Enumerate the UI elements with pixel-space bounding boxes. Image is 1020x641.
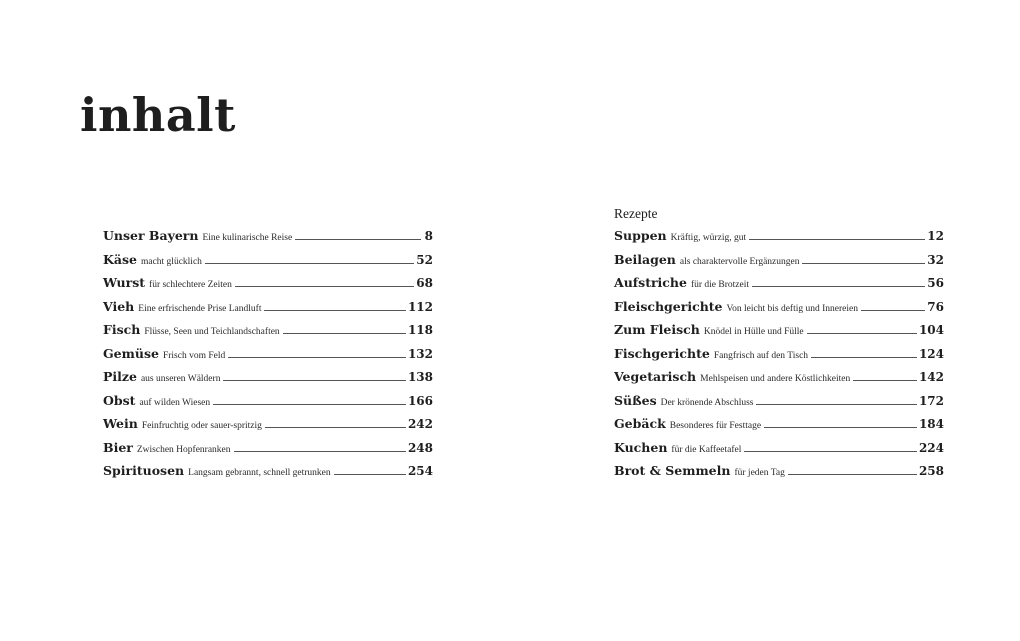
entry-description: aus unseren Wäldern: [140, 374, 221, 384]
entry-page-number: 68: [416, 276, 433, 290]
toc-entry[interactable]: [103, 346, 433, 370]
entry-description: Fangfrisch auf den Tisch: [713, 350, 809, 361]
leader-line: [234, 449, 406, 452]
entry-page-number: 124: [918, 346, 944, 361]
leader-line: [853, 378, 917, 381]
entry-description: Der krönende Abschluss: [660, 397, 754, 408]
leader-line: [295, 237, 421, 240]
leader-line: [752, 284, 925, 287]
entry-page-number: 224: [918, 440, 944, 455]
entry-name: Pilze: [103, 369, 137, 384]
toc-left-column: [103, 228, 433, 487]
entry-name: Wein: [103, 416, 138, 431]
entry-page-number: 8: [424, 229, 433, 243]
toc-entry[interactable]: [614, 440, 944, 464]
leader-line: [228, 355, 406, 358]
entry-description: Besonderes für Festtage: [669, 421, 762, 431]
leader-line: [264, 308, 405, 311]
toc-entry[interactable]: [103, 252, 433, 276]
toc-entry[interactable]: [614, 322, 944, 346]
leader-line: [265, 425, 406, 428]
page-title: inhalt: [80, 88, 236, 142]
leader-line: [811, 355, 917, 358]
entry-description: Knödel in Hülle und Fülle: [703, 327, 804, 337]
entry-page-number: 76: [927, 299, 944, 314]
entry-description: Flüsse, Seen und Teichlandschaften: [144, 327, 280, 337]
entry-name: Gemüse: [103, 345, 159, 361]
leader-line: [802, 261, 925, 264]
entry-page-number: 248: [407, 440, 433, 455]
entry-description: Eine erfrischende Prise Landluft: [138, 303, 262, 314]
toc-entry[interactable]: [103, 228, 433, 252]
entry-description: Kräftig, würzig, gut: [670, 233, 747, 243]
leader-line: [861, 308, 925, 311]
entry-description: Mehlspeisen und andere Köstlichkeiten: [700, 374, 851, 384]
leader-line: [205, 261, 414, 264]
entry-name: Wurst: [103, 275, 146, 290]
entry-description: für jeden Tag: [734, 468, 785, 478]
entry-name: Käse: [103, 251, 137, 267]
entry-description: Frisch vom Feld: [162, 350, 226, 361]
entry-name: Fisch: [103, 322, 141, 337]
leader-line: [213, 402, 406, 405]
entry-description: für die Brotzeit: [690, 280, 750, 290]
leader-line: [788, 472, 917, 475]
entry-description: Von leicht bis deftig und Innereien: [726, 303, 858, 314]
toc-entry[interactable]: [103, 393, 433, 417]
toc-entry[interactable]: [103, 369, 433, 393]
leader-line: [807, 331, 917, 334]
entry-name: Brot & Semmeln: [614, 463, 731, 478]
entry-name: Spirituosen: [103, 463, 185, 478]
entry-page-number: 104: [918, 323, 944, 337]
entry-page-number: 52: [416, 252, 433, 267]
entry-page-number: 142: [918, 370, 944, 384]
toc-entry[interactable]: [103, 299, 433, 323]
toc-entry[interactable]: [103, 275, 433, 299]
entry-name: Kuchen: [614, 439, 668, 455]
toc-entry[interactable]: [614, 275, 944, 299]
entry-name: Obst: [103, 392, 136, 408]
toc-entry[interactable]: [614, 346, 944, 370]
entry-page-number: 258: [918, 464, 944, 478]
entry-page-number: 12: [927, 229, 944, 243]
entry-page-number: 166: [407, 393, 433, 408]
leader-line: [764, 425, 917, 428]
toc-entry[interactable]: [103, 322, 433, 346]
entry-page-number: 254: [407, 464, 433, 478]
entry-description: für schlechtere Zeiten: [149, 280, 232, 290]
toc-entry[interactable]: [614, 299, 944, 323]
entry-name: Aufstriche: [614, 275, 687, 290]
toc-entry[interactable]: [614, 369, 944, 393]
toc-entry[interactable]: [614, 252, 944, 276]
toc-entry[interactable]: [614, 393, 944, 417]
leader-line: [749, 237, 925, 240]
entry-name: Bier: [103, 439, 133, 455]
entry-name: Zum Fleisch: [614, 322, 700, 337]
leader-line: [223, 378, 405, 381]
entry-name: Beilagen: [614, 251, 676, 267]
entry-description: Feinfruchtig oder sauer-spritzig: [141, 421, 262, 431]
leader-line: [744, 449, 917, 452]
toc-entry[interactable]: [614, 463, 944, 487]
entry-name: Unser Bayern: [103, 228, 199, 243]
entry-description: als charaktervolle Ergänzungen: [679, 256, 800, 267]
entry-description: auf wilden Wiesen: [139, 397, 211, 408]
leader-line: [283, 331, 406, 334]
entry-page-number: 172: [918, 393, 944, 408]
toc-right-column: [614, 205, 944, 487]
entry-page-number: 132: [407, 346, 433, 361]
entry-page-number: 56: [927, 276, 944, 290]
entry-name: Süßes: [614, 392, 657, 408]
entry-page-number: 184: [918, 417, 944, 431]
toc-entry[interactable]: [614, 416, 944, 440]
entry-page-number: 32: [927, 252, 944, 267]
entry-name: Suppen: [614, 228, 667, 243]
toc-entry[interactable]: [103, 463, 433, 487]
leader-line: [756, 402, 916, 405]
toc-entry[interactable]: [614, 228, 944, 252]
toc-entry[interactable]: [103, 416, 433, 440]
toc-entry[interactable]: [103, 440, 433, 464]
entry-name: Vegetarisch: [614, 369, 697, 384]
entry-name: Gebäck: [614, 416, 666, 431]
entry-page-number: 242: [407, 417, 433, 431]
entry-description: macht glücklich: [140, 256, 202, 267]
leader-line: [235, 284, 414, 287]
entry-description: Zwischen Hopfenranken: [136, 444, 231, 455]
entry-description: Langsam gebrannt, schnell getrunken: [188, 468, 331, 478]
entry-name: Fischgerichte: [614, 345, 710, 361]
section-label: Rezepte: [614, 206, 658, 221]
leader-line: [334, 472, 406, 475]
entry-page-number: 138: [407, 370, 433, 384]
entry-description: für die Kaffeetafel: [671, 444, 742, 455]
entry-name: Vieh: [103, 298, 135, 314]
entry-page-number: 112: [407, 299, 433, 314]
entry-description: Eine kulinarische Reise: [202, 233, 293, 243]
entry-name: Fleischgerichte: [614, 298, 723, 314]
entry-page-number: 118: [407, 323, 433, 337]
